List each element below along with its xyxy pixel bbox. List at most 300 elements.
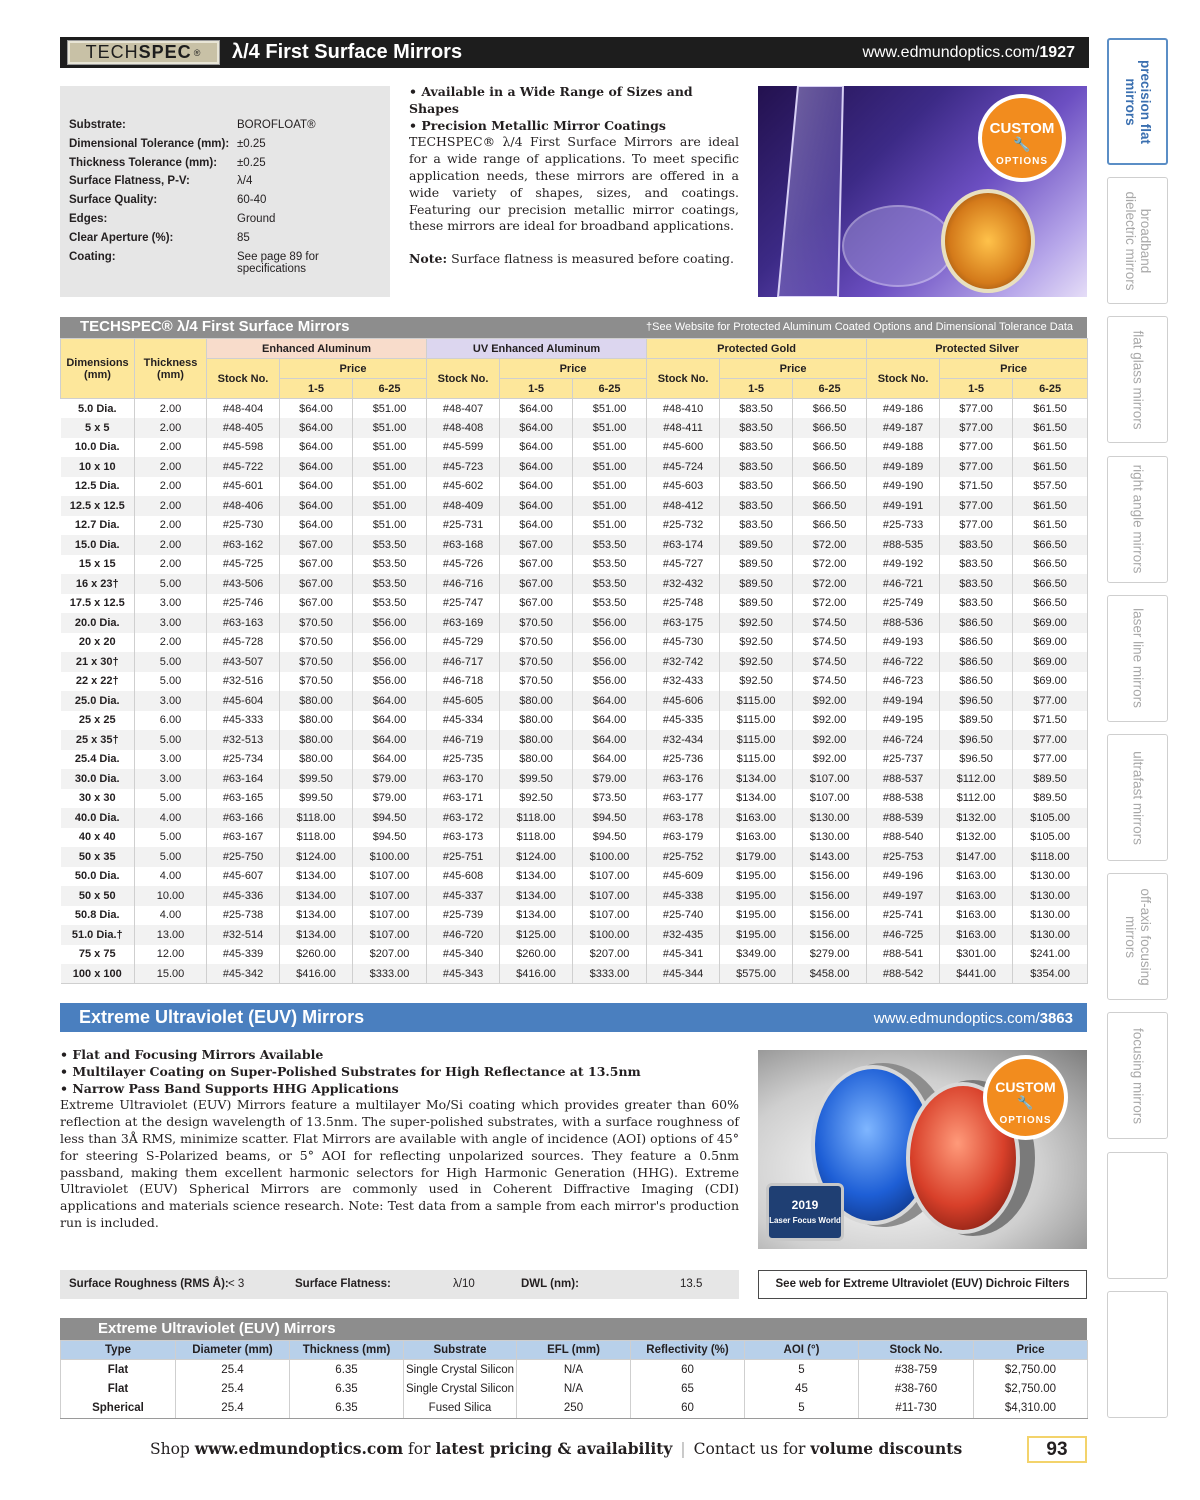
table-cell: $118.00 — [500, 808, 573, 828]
stock-number-cell[interactable]: #45-337 — [427, 886, 500, 906]
stock-number-cell[interactable]: #32-516 — [207, 672, 280, 692]
stock-number-cell[interactable]: #32-432 — [647, 574, 720, 594]
table-cell: $179.00 — [720, 847, 793, 867]
stock-number-cell[interactable]: #25-740 — [647, 906, 720, 926]
table-cell: $105.00 — [1013, 808, 1088, 828]
stock-number-cell[interactable]: #25-737 — [867, 750, 940, 770]
stock-number-cell[interactable]: #45-726 — [427, 555, 500, 575]
stock-number-cell[interactable]: #88-541 — [867, 945, 940, 965]
table-cell: $92.50 — [500, 789, 573, 809]
euv-table-title: Extreme Ultraviolet (EUV) Mirrors — [98, 1320, 336, 1337]
stock-number-cell[interactable]: #46-725 — [867, 925, 940, 945]
side-tab-label: flat glass mirrors — [1130, 330, 1145, 430]
table-cell: $163.00 — [940, 886, 1013, 906]
table-cell: $241.00 — [1013, 945, 1088, 965]
stock-number-cell[interactable]: #45-609 — [647, 867, 720, 887]
stock-number-cell[interactable]: #63-163 — [207, 613, 280, 633]
table-cell: $51.00 — [353, 496, 427, 516]
stock-number-cell[interactable]: #25-750 — [207, 847, 280, 867]
footer: Shop www.edmundoptics.com for latest pricing & availability | Contact us for volume discounts — [150, 1439, 963, 1458]
euv-column-header: AOI (°) — [745, 1341, 859, 1360]
table-cell: $72.00 — [793, 535, 867, 555]
table-row — [61, 555, 1088, 575]
spec-row — [69, 250, 379, 275]
table-cell: $79.00 — [353, 789, 427, 809]
stock-number-cell[interactable]: #63-168 — [427, 535, 500, 555]
table-cell: $77.00 — [940, 438, 1013, 458]
table-cell: $64.00 — [500, 438, 573, 458]
stock-number-cell[interactable]: #45-602 — [427, 477, 500, 497]
stock-number-cell[interactable]: #49-192 — [867, 555, 940, 575]
stock-number-cell[interactable]: #38-760 — [859, 1379, 974, 1399]
table-cell: $118.00 — [500, 828, 573, 848]
col-qty: 1-5 — [720, 379, 793, 399]
stock-number-cell[interactable]: #25-751 — [427, 847, 500, 867]
stock-number-cell[interactable]: #25-731 — [427, 516, 500, 536]
table-cell: $107.00 — [793, 789, 867, 809]
table-cell: 75 x 75 — [61, 945, 135, 965]
mirror-price-table — [60, 338, 1088, 984]
table-cell: $156.00 — [793, 906, 867, 926]
table-cell: $64.00 — [280, 516, 353, 536]
stock-number-cell[interactable]: #32-433 — [647, 672, 720, 692]
spec-row — [69, 157, 379, 176]
table-cell: $56.00 — [353, 672, 427, 692]
table-cell: 50.0 Dia. — [61, 867, 135, 887]
stock-number-cell[interactable]: #32-513 — [207, 730, 280, 750]
table-cell: $61.50 — [1013, 516, 1088, 536]
table-row — [61, 457, 1088, 477]
table-cell: 2.00 — [135, 477, 207, 497]
stock-number-cell[interactable]: #45-605 — [427, 691, 500, 711]
stock-number-cell[interactable]: #45-603 — [647, 477, 720, 497]
side-tab[interactable] — [1107, 38, 1168, 165]
stock-number-cell[interactable]: #48-407 — [427, 399, 500, 419]
stock-number-cell[interactable]: #45-727 — [647, 555, 720, 575]
stock-number-cell[interactable]: #49-187 — [867, 418, 940, 438]
stock-number-cell[interactable]: #25-748 — [647, 594, 720, 614]
table-cell: $66.50 — [1013, 574, 1088, 594]
spec-value: BOROFLOAT® — [237, 119, 316, 131]
stock-number-cell[interactable]: #43-506 — [207, 574, 280, 594]
table-cell: $83.50 — [940, 594, 1013, 614]
stock-number-cell[interactable]: #32-514 — [207, 925, 280, 945]
table-cell: 45 — [745, 1379, 859, 1399]
table-cell: 5.00 — [135, 789, 207, 809]
description-body: TECHSPEC® λ/4 First Surface Mirrors are ideal for a wide range of applications. To meet specific application needs, these mirrors are offered in a wide variety of shapes, sizes, and coatings. Featuring our precision metallic mirror coatings, these mirrors are ideal for broadband applications. — [409, 134, 739, 234]
table-cell: $195.00 — [720, 886, 793, 906]
table-cell: $416.00 — [280, 964, 353, 984]
table-cell: $64.00 — [280, 496, 353, 516]
table-cell: $66.50 — [1013, 535, 1088, 555]
stock-number-cell[interactable]: #25-733 — [867, 516, 940, 536]
stock-number-cell[interactable]: #88-536 — [867, 613, 940, 633]
table-row — [61, 1360, 1088, 1380]
stock-number-cell[interactable]: #25-736 — [647, 750, 720, 770]
table-cell: 65 — [631, 1379, 745, 1399]
table-row — [61, 945, 1088, 965]
table-cell: $70.50 — [500, 672, 573, 692]
col-qty: 6-25 — [793, 379, 867, 399]
stock-number-cell[interactable]: #63-178 — [647, 808, 720, 828]
table-cell: $130.00 — [1013, 925, 1088, 945]
table-row — [61, 516, 1088, 536]
stock-number-cell[interactable]: #46-718 — [427, 672, 500, 692]
table-cell: 12.5 x 12.5 — [61, 496, 135, 516]
stock-number-cell[interactable]: #63-179 — [647, 828, 720, 848]
side-tab[interactable] — [1107, 177, 1168, 304]
euv-body: Extreme Ultraviolet (EUV) Mirrors feature a multilayer Mo/Si coating which provides greater than 60% reflection at the design wavelength of 13.5nm. The super-polished substrates, with a surface roughness of less than 3Å RMS, minimize scatter. Flat Mirrors are available with angle of incidence (AOI) options of 45° for steering S-Polarized beams, or 5° AOI for reflecting unpolarized sources. They feature a 0.5nm passband, making them excellent harmonic selectors for High Harmonic Generation (HHG). Extreme Ultraviolet (EUV) Spherical Mirrors are commonly used in Coherent Diffractive Imaging (CDI) applications and materials science research. Note: Test data from a sample from each mirror's production run is included. — [60, 1097, 739, 1230]
table-cell: $2,750.00 — [974, 1379, 1088, 1399]
table-row — [61, 808, 1088, 828]
table-cell: $64.00 — [280, 418, 353, 438]
spec-value: See page 89 for specifications — [237, 250, 319, 275]
stock-number-cell[interactable]: #46-719 — [427, 730, 500, 750]
logo-reg: ® — [193, 47, 202, 58]
table-cell: $134.00 — [280, 925, 353, 945]
stock-number-cell[interactable]: #46-717 — [427, 652, 500, 672]
stock-number-cell[interactable]: #46-722 — [867, 652, 940, 672]
stock-number-cell[interactable]: #46-723 — [867, 672, 940, 692]
table-cell: $70.50 — [500, 633, 573, 653]
table-cell: 5.0 Dia. — [61, 399, 135, 419]
stock-number-cell[interactable]: #32-434 — [647, 730, 720, 750]
table-cell: $51.00 — [353, 516, 427, 536]
feature-bullet: • Flat and Focusing Mirrors Available — [60, 1047, 324, 1062]
spec-value: ±0.25 — [237, 137, 266, 150]
table-cell: $107.00 — [793, 769, 867, 789]
table-cell: 100 x 100 — [61, 964, 135, 984]
stock-number-cell[interactable]: #88-538 — [867, 789, 940, 809]
table-cell: 12.5 Dia. — [61, 477, 135, 497]
table-cell: $134.00 — [500, 906, 573, 926]
stock-number-cell[interactable]: #45-340 — [427, 945, 500, 965]
table-cell: $195.00 — [720, 906, 793, 926]
stock-number-cell[interactable]: #25-752 — [647, 847, 720, 867]
col-dimensions: Dimensions (mm) — [61, 339, 135, 399]
euv-price-table — [60, 1340, 1088, 1419]
table-cell: $134.00 — [280, 886, 353, 906]
stock-number-cell[interactable]: #45-722 — [207, 457, 280, 477]
stock-number-cell[interactable]: #49-189 — [867, 457, 940, 477]
stock-number-cell[interactable]: #11-730 — [859, 1399, 974, 1419]
table-cell: $124.00 — [280, 847, 353, 867]
side-tab[interactable] — [1107, 595, 1168, 722]
table-cell: 60 — [631, 1360, 745, 1380]
stock-number-cell[interactable]: #48-405 — [207, 418, 280, 438]
table-cell: $66.50 — [793, 457, 867, 477]
stock-number-cell[interactable]: #45-343 — [427, 964, 500, 984]
euv-url[interactable]: www.edmundoptics.com/3863 — [873, 1010, 1073, 1027]
stock-number-cell[interactable]: #48-409 — [427, 496, 500, 516]
table-cell: $56.00 — [573, 652, 647, 672]
table-row — [61, 613, 1088, 633]
col-qty: 6-25 — [353, 379, 427, 399]
side-tab[interactable] — [1107, 1012, 1168, 1139]
stock-number-cell[interactable]: #25-749 — [867, 594, 940, 614]
table-cell: 25.4 Dia. — [61, 750, 135, 770]
table-cell: Flat — [61, 1379, 176, 1399]
stock-number-cell[interactable]: #25-747 — [427, 594, 500, 614]
stock-number-cell[interactable]: #25-735 — [427, 750, 500, 770]
spec-row — [69, 194, 379, 213]
table-cell: $416.00 — [500, 964, 573, 984]
euv-column-header: Thickness (mm) — [290, 1341, 404, 1360]
table-cell: $89.50 — [1013, 769, 1088, 789]
stock-number-cell[interactable]: #63-172 — [427, 808, 500, 828]
stock-number-cell[interactable]: #48-404 — [207, 399, 280, 419]
stock-number-cell[interactable]: #32-435 — [647, 925, 720, 945]
stock-number-cell[interactable]: #63-176 — [647, 769, 720, 789]
spec-flatness-value: λ/10 — [453, 1278, 475, 1290]
spec-dwl-value: 13.5 — [680, 1278, 703, 1290]
stock-number-cell[interactable]: #45-334 — [427, 711, 500, 731]
stock-number-cell[interactable]: #45-604 — [207, 691, 280, 711]
stock-number-cell[interactable]: #48-412 — [647, 496, 720, 516]
table-cell: $147.00 — [940, 847, 1013, 867]
side-tab[interactable] — [1107, 873, 1168, 1000]
table-cell: $83.50 — [720, 418, 793, 438]
stock-number-cell[interactable]: #25-738 — [207, 906, 280, 926]
side-tab-label: precision flat mirrors — [1122, 59, 1153, 144]
side-tab-label: focusing mirrors — [1130, 1027, 1145, 1124]
table-row — [61, 847, 1088, 867]
spec-label: Clear Aperture (%): — [69, 231, 174, 244]
table-cell: $64.00 — [500, 457, 573, 477]
table-cell: $96.50 — [940, 730, 1013, 750]
stock-number-cell[interactable]: #45-336 — [207, 886, 280, 906]
table-cell: $132.00 — [940, 808, 1013, 828]
stock-number-cell[interactable]: #63-162 — [207, 535, 280, 555]
stock-number-cell[interactable]: #49-194 — [867, 691, 940, 711]
stock-number-cell[interactable]: #48-406 — [207, 496, 280, 516]
stock-number-cell[interactable]: #63-166 — [207, 808, 280, 828]
table-cell: $130.00 — [1013, 867, 1088, 887]
side-tab[interactable] — [1107, 1152, 1168, 1279]
euv-column-header: Stock No. — [859, 1341, 974, 1360]
logo-text-spec: SPEC — [138, 42, 192, 62]
table-cell: $53.50 — [573, 574, 647, 594]
stock-number-cell[interactable]: #63-167 — [207, 828, 280, 848]
table-cell: $77.00 — [940, 418, 1013, 438]
note-label: Note: — [409, 251, 448, 267]
table-cell: $260.00 — [500, 945, 573, 965]
stock-number-cell[interactable]: #63-165 — [207, 789, 280, 809]
spec-row — [69, 213, 379, 232]
footer-volume: volume discounts — [810, 1439, 963, 1458]
table-cell: $207.00 — [573, 945, 647, 965]
stock-number-cell[interactable]: #38-759 — [859, 1360, 974, 1380]
stock-number-cell[interactable]: #63-170 — [427, 769, 500, 789]
table-cell: $67.00 — [500, 574, 573, 594]
table-cell: $115.00 — [720, 750, 793, 770]
stock-number-cell[interactable]: #45-728 — [207, 633, 280, 653]
table-cell: Spherical — [61, 1399, 176, 1419]
stock-number-cell[interactable]: #32-742 — [647, 652, 720, 672]
feature-bullet: • Precision Metallic Mirror Coatings — [409, 117, 666, 133]
feature-bullet: • Multilayer Coating on Super-Polished Substrates for High Reflectance at 13.5nm — [60, 1063, 641, 1079]
stock-number-cell[interactable]: #63-169 — [427, 613, 500, 633]
table-cell: 10.0 Dia. — [61, 438, 135, 458]
stock-number-cell[interactable]: #45-730 — [647, 633, 720, 653]
table-cell: 50 x 35 — [61, 847, 135, 867]
stock-number-cell[interactable]: #46-724 — [867, 730, 940, 750]
table-cell: 25.0 Dia. — [61, 691, 135, 711]
stock-number-cell[interactable]: #49-186 — [867, 399, 940, 419]
table-cell: $80.00 — [500, 691, 573, 711]
stock-number-cell[interactable]: #45-724 — [647, 457, 720, 477]
stock-number-cell[interactable]: #45-607 — [207, 867, 280, 887]
table-cell: $70.50 — [280, 652, 353, 672]
table-cell: $64.00 — [280, 399, 353, 419]
table-cell: $94.50 — [353, 828, 427, 848]
table-cell: $163.00 — [940, 906, 1013, 926]
side-tab[interactable] — [1107, 1291, 1168, 1418]
euv-column-header: Price — [974, 1341, 1088, 1360]
stock-number-cell[interactable]: #45-606 — [647, 691, 720, 711]
stock-number-cell[interactable]: #88-537 — [867, 769, 940, 789]
table-cell: 5.00 — [135, 672, 207, 692]
stock-number-cell[interactable]: #25-746 — [207, 594, 280, 614]
stock-number-cell[interactable]: #25-753 — [867, 847, 940, 867]
table-cell: $195.00 — [720, 867, 793, 887]
side-tab[interactable] — [1107, 734, 1168, 861]
stock-number-cell[interactable]: #48-410 — [647, 399, 720, 419]
stock-number-cell[interactable]: #49-193 — [867, 633, 940, 653]
spec-label: Substrate: — [69, 119, 126, 131]
stock-number-cell[interactable]: #25-734 — [207, 750, 280, 770]
wrench-icon: 🔧 — [1017, 1095, 1034, 1110]
table-cell: 30.0 Dia. — [61, 769, 135, 789]
stock-number-cell[interactable]: #45-598 — [207, 438, 280, 458]
stock-number-cell[interactable]: #25-739 — [427, 906, 500, 926]
spec-flatness-label: Surface Flatness: — [295, 1278, 391, 1290]
table-cell: $51.00 — [353, 477, 427, 497]
stock-number-cell[interactable]: #45-600 — [647, 438, 720, 458]
stock-number-cell[interactable]: #49-197 — [867, 886, 940, 906]
table-cell: $349.00 — [720, 945, 793, 965]
stock-number-cell[interactable]: #25-730 — [207, 516, 280, 536]
stock-number-cell[interactable]: #48-411 — [647, 418, 720, 438]
stock-number-cell[interactable]: #45-601 — [207, 477, 280, 497]
stock-number-cell[interactable]: #63-164 — [207, 769, 280, 789]
table-row — [61, 633, 1088, 653]
side-tab[interactable] — [1107, 456, 1168, 583]
title-bar — [60, 37, 1089, 68]
stock-number-cell[interactable]: #63-177 — [647, 789, 720, 809]
table-cell: $118.00 — [1013, 847, 1088, 867]
stock-number-cell[interactable]: #45-723 — [427, 457, 500, 477]
stock-number-cell[interactable]: #49-188 — [867, 438, 940, 458]
table-cell: $107.00 — [573, 867, 647, 887]
table-cell: 22 x 22† — [61, 672, 135, 692]
stock-number-cell[interactable]: #49-195 — [867, 711, 940, 731]
table-cell: 4.00 — [135, 808, 207, 828]
stock-number-cell[interactable]: #43-507 — [207, 652, 280, 672]
table-cell: 5 — [745, 1399, 859, 1419]
stock-number-cell[interactable]: #45-341 — [647, 945, 720, 965]
table-cell: $66.50 — [1013, 555, 1088, 575]
table-cell: $51.00 — [353, 418, 427, 438]
side-tab-label: laser line mirrors — [1130, 608, 1145, 709]
stock-number-cell[interactable]: #45-729 — [427, 633, 500, 653]
table-cell: $56.00 — [353, 613, 427, 633]
stock-number-cell[interactable]: #88-539 — [867, 808, 940, 828]
table-cell: $99.50 — [500, 769, 573, 789]
euv-description — [60, 1047, 739, 1232]
stock-number-cell[interactable]: #45-342 — [207, 964, 280, 984]
col-stock-no: Stock No. — [647, 359, 720, 399]
stock-number-cell[interactable]: #25-741 — [867, 906, 940, 926]
stock-number-cell[interactable]: #49-190 — [867, 477, 940, 497]
stock-number-cell[interactable]: #46-720 — [427, 925, 500, 945]
spec-label: Thickness Tolerance (mm): — [69, 156, 218, 169]
table-cell: 20.0 Dia. — [61, 613, 135, 633]
stock-number-cell[interactable]: #45-339 — [207, 945, 280, 965]
stock-number-cell[interactable]: #45-338 — [647, 886, 720, 906]
stock-number-cell[interactable]: #25-732 — [647, 516, 720, 536]
table-cell: $83.50 — [720, 477, 793, 497]
table-cell: $96.50 — [940, 750, 1013, 770]
table-cell: $69.00 — [1013, 613, 1088, 633]
spec-value: λ/4 — [237, 175, 253, 188]
stock-number-cell[interactable]: #45-608 — [427, 867, 500, 887]
table-cell: 12.00 — [135, 945, 207, 965]
table-cell: $92.50 — [720, 633, 793, 653]
col-thickness: Thickness (mm) — [135, 339, 207, 399]
table-cell: 3.00 — [135, 613, 207, 633]
stock-number-cell[interactable]: #49-191 — [867, 496, 940, 516]
spec-label: Surface Quality: — [69, 194, 158, 207]
stock-number-cell[interactable]: #46-721 — [867, 574, 940, 594]
table-cell: $89.50 — [720, 574, 793, 594]
table-cell: $89.50 — [720, 535, 793, 555]
product-url[interactable]: www.edmundoptics.com/1927 — [862, 44, 1075, 61]
table-row — [61, 886, 1088, 906]
stock-number-cell[interactable]: #49-196 — [867, 867, 940, 887]
footer-site-link[interactable]: www.edmundoptics.com — [194, 1439, 404, 1458]
stock-number-cell[interactable]: #45-725 — [207, 555, 280, 575]
side-tab[interactable] — [1107, 316, 1168, 443]
stock-number-cell[interactable]: #88-535 — [867, 535, 940, 555]
table-cell: $92.50 — [720, 613, 793, 633]
stock-number-cell[interactable]: #46-716 — [427, 574, 500, 594]
table-cell: 25 x 35† — [61, 730, 135, 750]
table-cell: $86.50 — [940, 672, 1013, 692]
stock-number-cell[interactable]: #45-333 — [207, 711, 280, 731]
table-cell: 6.35 — [290, 1379, 404, 1399]
table-cell: $51.00 — [573, 477, 647, 497]
table-cell: $83.50 — [720, 399, 793, 419]
table-cell: $2,750.00 — [974, 1360, 1088, 1380]
table-cell: $56.00 — [573, 672, 647, 692]
table-cell: $575.00 — [720, 964, 793, 984]
table-cell: 25 x 25 — [61, 711, 135, 731]
stock-number-cell[interactable]: #48-408 — [427, 418, 500, 438]
stock-number-cell[interactable]: #88-540 — [867, 828, 940, 848]
stock-number-cell[interactable]: #63-175 — [647, 613, 720, 633]
table-cell: $83.50 — [720, 457, 793, 477]
stock-number-cell[interactable]: #63-171 — [427, 789, 500, 809]
stock-number-cell[interactable]: #63-174 — [647, 535, 720, 555]
table-cell: 2.00 — [135, 438, 207, 458]
stock-number-cell[interactable]: #45-335 — [647, 711, 720, 731]
stock-number-cell[interactable]: #45-344 — [647, 964, 720, 984]
stock-number-cell[interactable]: #88-542 — [867, 964, 940, 984]
stock-number-cell[interactable]: #63-173 — [427, 828, 500, 848]
stock-number-cell[interactable]: #45-599 — [427, 438, 500, 458]
euv-dichroic-link[interactable]: See web for Extreme Ultraviolet (EUV) Dichroic Filters — [758, 1270, 1087, 1299]
